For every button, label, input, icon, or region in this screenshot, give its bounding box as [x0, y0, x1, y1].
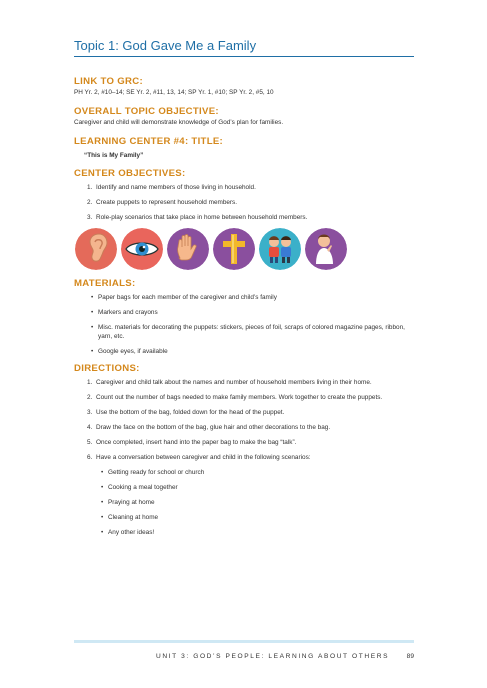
- directions-heading: DIRECTIONS:: [74, 363, 140, 374]
- list-item: • Any other ideas!: [101, 529, 155, 536]
- center-objectives-list: [74, 183, 414, 222]
- icon-row: [75, 228, 414, 270]
- eye-icon: [121, 228, 163, 270]
- list-item: 3. Use the bottom of the bag, folded down for the head of the puppet.: [87, 409, 285, 416]
- list-item: 4. Draw the face on the bottom of the bag, glue hair and other decorations to the bag.: [87, 424, 331, 431]
- cross-icon: [213, 228, 255, 270]
- scenarios-list: [74, 468, 414, 537]
- list-item: • Praying at home: [101, 499, 155, 506]
- topic-title: Topic 1: God Gave Me a Family: [74, 38, 414, 57]
- list-item: • Markers and crayons: [91, 309, 158, 316]
- list-item: 2. Count out the number of bags needed to make family members. Work together to create the puppets.: [87, 394, 383, 401]
- list-item: 5. Once completed, insert hand into the paper bag to make the bag “talk”.: [87, 439, 297, 446]
- page-number: 89: [406, 653, 414, 660]
- hand-icon: [167, 228, 209, 270]
- list-item: 1. Caregiver and child talk about the names and number of household members living in their home.: [87, 379, 372, 386]
- list-item: • Cleaning at home: [101, 514, 159, 521]
- center-heading: LEARNING CENTER #4: TITLE:: [74, 136, 224, 147]
- materials-list: [74, 293, 414, 356]
- ear-icon: [75, 228, 117, 270]
- footer-divider: [74, 640, 414, 643]
- materials-heading: MATERIALS:: [74, 278, 136, 289]
- link-text: PH Yr. 2, #10–14; SE Yr. 2, #11, 13, 14; SP Yr. 1, #10; SP Yr. 2, #5, 10: [74, 89, 274, 96]
- objective-text: Caregiver and child will demonstrate knowledge of God’s plan for families.: [74, 119, 284, 126]
- list-item: 6. Have a conversation between caregiver and child in the following scenarios:: [87, 454, 311, 461]
- children-icon: [259, 228, 301, 270]
- footer-unit-title: UNIT 3: GOD’S PEOPLE: LEARNING ABOUT OTHERS: [156, 653, 390, 660]
- center-title: “This is My Family”: [84, 152, 144, 159]
- list-item: • Google eyes, if available: [91, 348, 168, 355]
- list-item: • Misc. materials for decorating the puppets: stickers, pieces of foil, scraps of colored magazine pages, ribbon, yarn, etc.: [91, 324, 405, 340]
- list-item: • Getting ready for school or church: [101, 469, 205, 476]
- list-item: 3. Role-play scenarios that take place in home between household members.: [87, 214, 308, 221]
- list-item: • Paper bags for each member of the caregiver and child’s family: [91, 294, 277, 301]
- list-item: • Cooking a meal together: [101, 484, 178, 491]
- directions-list: [74, 378, 414, 462]
- page-content: [74, 38, 414, 543]
- list-item: 2. Create puppets to represent household members.: [87, 199, 238, 206]
- center-objectives-heading: CENTER OBJECTIVES:: [74, 168, 186, 179]
- objective-heading: OVERALL TOPIC OBJECTIVE:: [74, 106, 219, 117]
- praying-person-icon: [305, 228, 347, 270]
- link-heading: LINK TO GRC:: [74, 76, 143, 87]
- list-item: 1. Identify and name members of those living in household.: [87, 184, 256, 191]
